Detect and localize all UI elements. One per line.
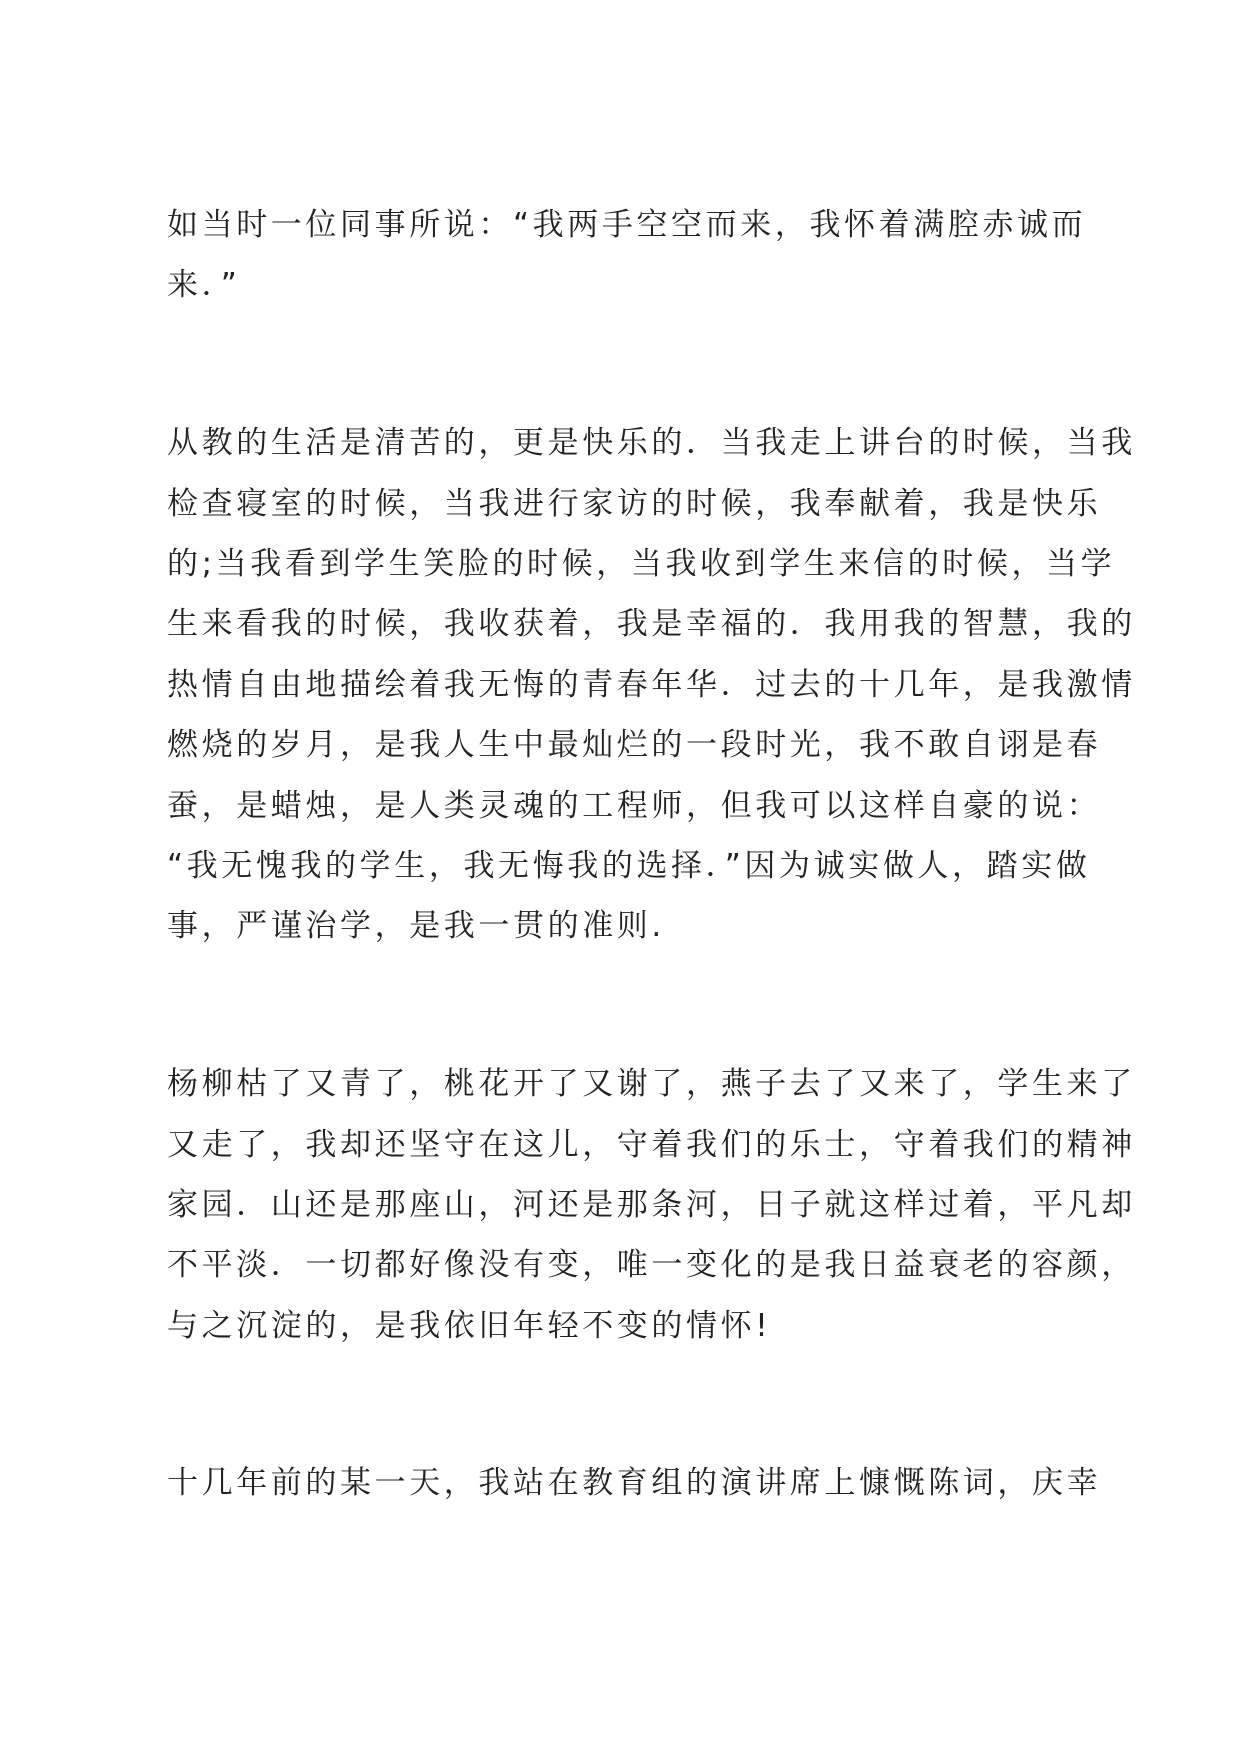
paragraph-2-line-6: 燃烧的岁月，是我人生中最灿烂的一段时光，我不敢自诩是春 [167, 727, 1102, 763]
paragraph-2-line-5: 热情自由地描绘着我无悔的青春年华．过去的十几年，是我激情 [167, 667, 1136, 703]
paragraph-3-line-2: 又走了，我却还坚守在这儿，守着我们的乐士，守着我们的精神 [167, 1127, 1136, 1163]
paragraph-2-line-1: 从教的生活是清苦的，更是快乐的．当我走上讲台的时候，当我 [167, 425, 1136, 461]
paragraph-1-line-2: 来．” [167, 267, 241, 303]
paragraph-4-line-1: 十几年前的某一天，我站在教育组的演讲席上慷慨陈词，庆幸 [167, 1465, 1102, 1501]
paragraph-2-line-3: 的;当我看到学生笑脸的时候，当我收到学生来信的时候，当学 [167, 546, 1116, 582]
paragraph-3-line-3: 家园．山还是那座山，河还是那条河，日子就这样过着，平凡却 [167, 1187, 1136, 1223]
paragraph-3-line-1: 杨柳枯了又青了，桃花开了又谢了，燕子去了又来了，学生来了 [167, 1066, 1136, 1102]
paragraph-2-line-2: 检查寝室的时候，当我进行家访的时候，我奉献着，我是快乐 [167, 486, 1102, 522]
paragraph-3-line-5: 与之沉淀的，是我依旧年轻不变的情怀! [167, 1308, 772, 1344]
paragraph-2-line-4: 生来看我的时候，我收获着，我是幸福的．我用我的智慧，我的 [167, 606, 1136, 642]
paragraph-2-line-8: “我无愧我的学生，我无悔我的选择．”因为诚实做人，踏实做 [167, 848, 1091, 884]
paragraph-1-line-1: 如当时一位同事所说：“我两手空空而来，我怀着满腔赤诚而 [167, 207, 1087, 243]
paragraph-2-line-9: 事，严谨治学，是我一贯的准则. [167, 908, 665, 944]
paragraph-2-line-7: 蚕，是蜡烛，是人类灵魂的工程师，但我可以这样自豪的说： [167, 788, 1102, 824]
paragraph-3-line-4: 不平淡．一切都好像没有变，唯一变化的是我日益衰老的容颜， [167, 1247, 1136, 1283]
